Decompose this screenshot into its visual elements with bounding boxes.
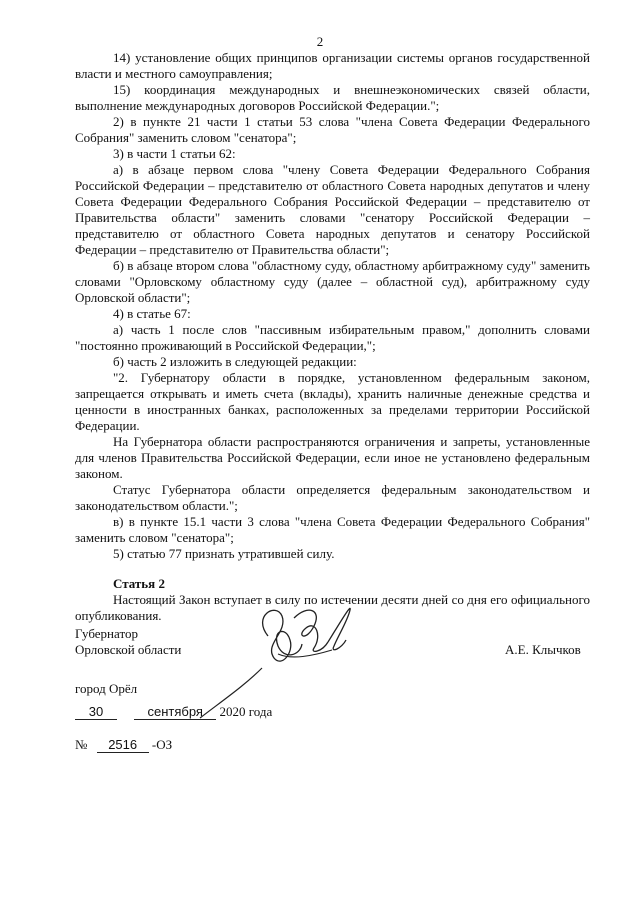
paragraph: 14) установление общих принципов организации системы органов государственной власти и местного самоуправления; <box>75 50 590 81</box>
paragraph: б) часть 2 изложить в следующей редакции: <box>113 354 357 369</box>
date-month: сентября <box>134 705 216 720</box>
number-suffix: -ОЗ <box>151 737 173 752</box>
signatory-position-line1: Губернатор <box>75 626 138 641</box>
page-number: 2 <box>316 34 324 49</box>
handwritten-signature <box>182 596 372 726</box>
paragraph: 2) в пункте 21 части 1 статьи 53 слова "члена Совета Федерации Федерального Собрания" заменить словом "сенатора"; <box>75 114 590 145</box>
paragraph: 4) в статье 67: <box>113 306 191 321</box>
signatory-name: А.Е. Клычков <box>505 642 581 657</box>
paragraph: "2. Губернатору области в порядке, установленном федеральным законом, запрещается открывать и иметь счета (вклады), хранить наличные денежные средства и ценности в иностранных банках, расположенных за пределами территории Российской Федерации. <box>75 370 590 433</box>
signatory-position-line2: Орловской области <box>75 642 182 657</box>
paragraph: б) в абзаце втором слова "областному суду, областному арбитражному суду" заменить словами "Орловскому областному суду (далее – областной суд), арбитражному суду Орловской области"; <box>75 258 590 305</box>
date-day: 30 <box>75 705 117 720</box>
signatory-position <box>75 626 181 658</box>
law-number <box>75 737 172 753</box>
date-year: 2020 года <box>219 704 273 719</box>
article-2-text: Настоящий Закон вступает в силу по истечении десяти дней со дня его официального опубликования. <box>75 592 590 623</box>
paragraph: 5) статью 77 признать утратившей силу. <box>113 546 335 561</box>
number-value: 2516 <box>97 738 149 753</box>
number-prefix: № <box>75 737 88 752</box>
paragraph: Статус Губернатора области определяется федеральным законодательством и законодательством области."; <box>75 482 590 513</box>
paragraph: На Губернатора области распространяются ограничения и запреты, установленные для членов Правительства Российской Федерации, если иное не установлено федеральным законом. <box>75 434 590 481</box>
paragraph: а) в абзаце первом слова "члену Совета Федерации Федерального Собрания Российской Федерации – представителю от областного Совета народных депутатов и члену Совета Федерации Федерального Собрания Российской Федерации – представителю от Правительства области" заменить словами "сенатору Российской Федерации – представителю от областного Совета народных депутатов и сенатору Российской Федерации – представителю от Правительства области"; <box>75 162 590 257</box>
paragraph: 3) в части 1 статьи 62: <box>113 146 236 161</box>
city: город Орёл <box>75 681 138 696</box>
article-2-title: Статья 2 <box>113 576 165 591</box>
paragraph: 15) координация международных и внешнеэкономических связей области, выполнение международных договоров Российской Федерации."; <box>75 82 590 113</box>
paragraph: а) часть 1 после слов "пассивным избирательным правом," дополнить словами "постоянно проживающий в Российской Федерации,"; <box>75 322 590 353</box>
paragraph: в) в пункте 15.1 части 3 слова "члена Совета Федерации Федерального Собрания" заменить словом "сенатора"; <box>75 514 590 545</box>
document-body <box>75 50 590 624</box>
